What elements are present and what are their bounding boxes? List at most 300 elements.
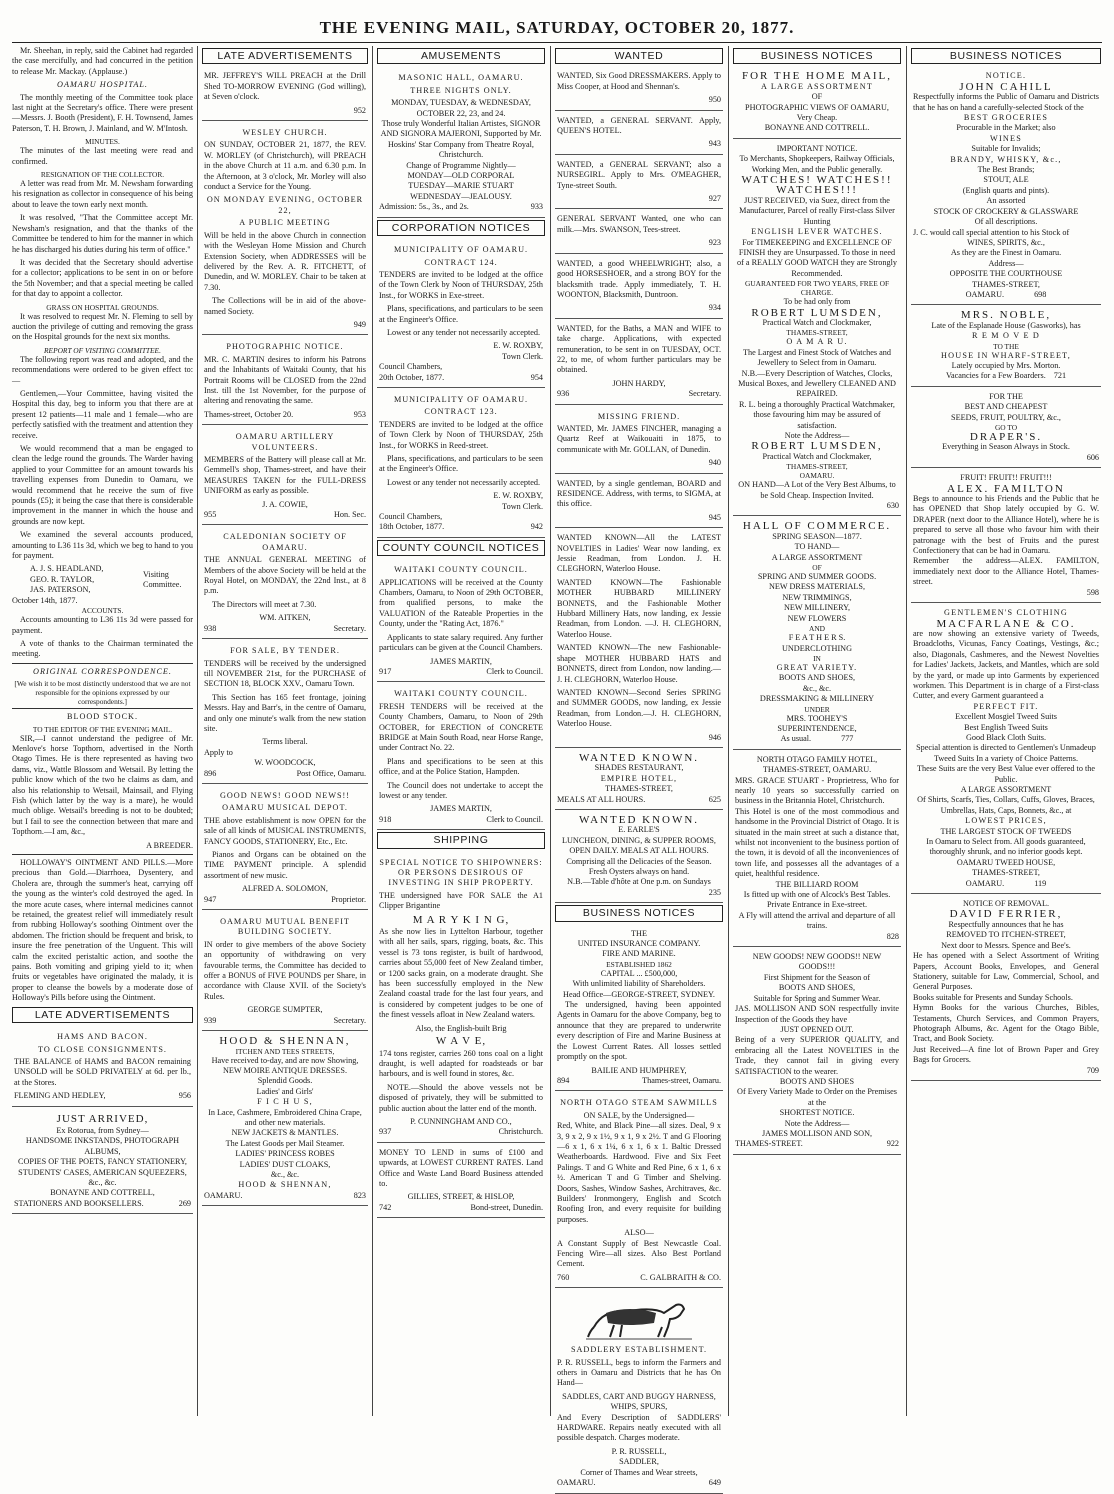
- sawmills-line: ON SALE, by the Undersigned—: [583, 1110, 695, 1120]
- hotel-text: This Hotel is one of the most commodious and handsome in the Provincial District of Otago. It is situated in the main street at such a distance that, whilst not inconvenient to the business portion of the town, it is devoid of all the inconveniences of town life, and possesses all the advantages of a quiet, healthful residence.: [735, 806, 899, 879]
- macfarlane-text: are now showing an extensive variety of Tweeds, Broadcloths, Vicunas, Fancy Coatings, Vestings, &c.; also, Diagonals, Cashmeres, and the Newest Novelties for Ladies' Jackets, Jackets, and Mantles, which are sold by the yard, or made up into Garments by experienced workmen. This Department is in charge of a First-class Cutter, and every Garment guaranteed a: [913, 628, 1099, 701]
- caledonian-role: Secretary.: [333, 623, 366, 633]
- macfarlane-line: Special attention is directed to Gentlemen's Unmadeup Tweed Suits In a variety of Choice Patterns.: [916, 743, 1096, 763]
- money-to-lend-ad: [377, 1145, 545, 1218]
- municipality-title: MUNICIPALITY OF OAMARU.: [393, 245, 529, 255]
- earle-line: LUNCHEON, DINING, & SUPPER ROOMS,: [562, 835, 716, 845]
- ad-number: 945: [708, 512, 721, 522]
- sawmills-signature: C. GALBRAITH & CO.: [640, 1272, 721, 1282]
- insurance-line: FIRE AND MARINE.: [602, 949, 676, 959]
- hall-line: BOOTS AND SHOES,: [778, 673, 856, 683]
- hood-place: OAMARU.: [204, 1190, 243, 1200]
- column-6: [911, 46, 1101, 1416]
- new-goods-line: Suitable for Spring and Summer Wear.: [753, 993, 881, 1003]
- familton-ad: [911, 470, 1101, 603]
- new-goods-text: JAS. MOLLISON AND SON respectfully invite Inspection of the Goods they have: [735, 1004, 899, 1024]
- just-arrived-ad: [12, 1109, 193, 1215]
- hood-line: The Latest Goods per Mail Steamer.: [225, 1138, 345, 1148]
- ad-number: 709: [1086, 1065, 1099, 1075]
- ferrier-line: Next door to Messrs. Spence and Bee's.: [941, 940, 1071, 950]
- cahill-line: Procurable in the Market; also: [956, 123, 1056, 133]
- ad-number: 936: [557, 389, 570, 399]
- shades-line: THAMES-STREET,: [605, 784, 673, 794]
- masonic-line: TUESDAY—MARIE STUART: [408, 181, 514, 191]
- wanted-text: WANTED KNOWN—The new Fashionable-shape MOTHER HUBBARD HATS and BONNETS, direct from London, now landing.—J. H. CLEGHORN, Waterloo House.: [557, 643, 721, 684]
- late-advertisements-header: LATE ADVERTISEMENTS: [202, 48, 368, 64]
- mutual-ad: [202, 912, 368, 1031]
- ship-name: W A V E,: [435, 1035, 487, 1048]
- wanted-ad: [555, 157, 723, 210]
- shipping-text: 174 tons register, carries 260 tons coal on a light draught, is well adapted for roadsteads or bar harbours, and is well found in stores, &c.: [379, 1048, 543, 1079]
- hall-line: IN: [813, 653, 821, 663]
- contract-place: Council Chambers,: [379, 512, 443, 522]
- ad-number: 721: [1053, 371, 1067, 381]
- hall-line: NEW MILLINERY,: [783, 603, 851, 613]
- cahill-line: BRANDY, WHISKY, &c.,: [950, 154, 1062, 164]
- new-goods-text: Being of a very SUPERIOR QUALITY, and embracing all the Latest NOVELTIES in the Trade, they cannot fail in giving every SATISFACTION to the wearer.: [735, 1035, 899, 1076]
- ad-number: 742: [379, 1202, 392, 1212]
- contract-text: Plans, specifications, and particulars to be seen at the Engineer's Office.: [379, 454, 543, 474]
- insurance-ad: [555, 926, 723, 1092]
- ad-number: 946: [708, 732, 721, 742]
- signatory: A. J. S. HEADLAND,: [30, 564, 104, 574]
- ferrier-text: Books suitable for Presents and Sunday Schools.: [913, 992, 1073, 1002]
- mutual-text: IN order to give members of the above Society an opportunity of withdrawing on very favourable terms, the Committee has decided to offer a BONUS of FIVE POUNDS per Share, in accordance with Clause XVII. of the Society's Rules.: [204, 939, 366, 1001]
- council-text: Applicants to state salary required. Any further particulars can be given at the Council Chambers.: [379, 632, 543, 653]
- familton-title: ALEX. FAMILTON: [947, 482, 1065, 495]
- masonic-line: Those truly Wonderful Italian Artistes, SIGNOR AND SIGNORA MAJERONI, Supported by Mr. Hoskins' Star Company from Theatre Royal, Christchurch.: [380, 119, 542, 160]
- contract-signature: E. W. ROXBY,: [493, 341, 543, 351]
- mutual-signature: GEORGE SUMPTER,: [247, 1005, 323, 1015]
- tender-ad: [202, 641, 368, 784]
- masonic-admission: Admission: 5s., 3s., and 2s.: [379, 202, 469, 212]
- signature-date: October 14th, 1877.: [12, 595, 78, 605]
- contract-text: Plans, specifications, and particulars to be seen at the Engineer's Office.: [379, 304, 543, 324]
- home-mail-line: PHOTOGRAPHIC VIEWS OF OAMARU,: [745, 102, 889, 112]
- insurance-line: With unlimited liability of Shareholders.: [572, 979, 706, 989]
- signatory: JAS. PATERSON,: [30, 585, 91, 595]
- cahill-line: Of all descriptions.: [974, 217, 1038, 227]
- lumsden-title: ROBERT LUMSDEN,: [751, 306, 883, 319]
- insurance-place: Thames-street, Oamaru.: [642, 1075, 721, 1085]
- wanted-signature: JOHN HARDY,: [612, 378, 666, 388]
- ad-number: 937: [379, 1127, 392, 1137]
- lumsden-title: ROBERT LUMSDEN,: [751, 440, 883, 453]
- shipping-signature: P. CUNNINGHAM AND CO.,: [410, 1116, 512, 1126]
- photographic-ad: [202, 337, 368, 425]
- noble-line: R E M O V E D: [971, 331, 1041, 341]
- ad-number: 896: [204, 768, 217, 778]
- hams-signature: FLEMING AND HEDLEY,: [14, 1091, 106, 1101]
- shipping-text: NOTE.—Should the above vessels not be disposed of privately, they will be submitted to public auction about the latter end of the month.: [379, 1082, 543, 1113]
- ad-number: 625: [708, 794, 721, 804]
- column-divider: [906, 46, 907, 1416]
- insurance-line: THE: [631, 928, 647, 938]
- new-goods-line: JUST OPENED OUT.: [780, 1024, 854, 1034]
- caledonian-text: THE ANNUAL GENERAL MEETING of Members of the above Society will be held at the Royal Hotel, on MONDAY, the 22nd Inst., at 8 p.m.: [204, 555, 366, 596]
- saddlery-role: SADDLER,: [619, 1457, 659, 1467]
- earle-line: N.B.—Table d'hôte at One p.m. on Sundays: [567, 877, 711, 887]
- caledonian-title: CALEDONIAN SOCIETY OF OAMARU.: [223, 532, 347, 552]
- tender-terms: Terms liberal.: [262, 737, 308, 747]
- hood-title: HOOD & SHENNAN,: [219, 1035, 351, 1048]
- caledonian-text: The Directors will meet at 7.30.: [212, 599, 317, 609]
- money-text: MONEY TO LEND in sums of £100 and upwards, at LOWEST CURRENT RATES. Land Office and Waste Land Board Business attended to.: [379, 1147, 543, 1188]
- cahill-line: WINES: [990, 133, 1022, 143]
- column-divider: [728, 46, 729, 1416]
- sawmills-text: Red, White, and Black Pine—all sizes. Deal, 9 x 3, 9 x 2, 9 x 1½, 9 x 1, 9 x 2½. T and G Flooring—6 x 1, 6 x 1¼, 6 x 1, 6 x 1. Baltic Dressed Weatherboards. Hardwood. Five and Six Feet Palings. T and G White and Red Pine, 6 x 1, 6 x ½. American T and G Timber and Shelving. Doors, Sashes, Window Sashes, Architraves, &c. Builders' Ironmongery, English and Scotch Roofing Iron, and every requisite for building purposes.: [557, 1121, 721, 1224]
- cahill-title: JOHN CAHILL: [959, 80, 1053, 93]
- artillery-role: Hon. Sec.: [333, 510, 366, 520]
- hood-line: NEW JACKETS & MANTLES.: [231, 1128, 339, 1138]
- ad-number: 894: [557, 1075, 570, 1085]
- wesley-text: ON SUNDAY, OCTOBER 21, 1877, the REV. W. MORLEY (of Christchurch), will PREACH in the above Church at 11 a.m. and 6.30 p.m. In the Afternoon, at 3 o'clock, Mr. Morley will also conduct a Service for the Young.: [204, 140, 366, 192]
- contract-text: TENDERS are invited to be lodged at the office of Town Clerk by Noon of THURSDAY, 25th Inst., for WORKS in Reed-street.: [379, 419, 543, 450]
- masonic-line: WEDNESDAY—JEALOUSY.: [410, 191, 512, 201]
- wanted-text: WANTED KNOWN—The Fashionable MOTHER HUBBARD MILLINERY BONNETS, and the Fashionable Mother Hubbard Millinery Hats, now landing, ex Jessie Readman, from London. —J. H. CLEGHORN, Waterloo House.: [557, 577, 721, 639]
- cahill-line: OPPOSITE THE COURTHOUSE: [949, 269, 1063, 279]
- thanks-paragraph: A vote of thanks to the Chairman terminated the meeting.: [12, 638, 193, 659]
- resignation-paragraph: A letter was read from Mr. M. Newsham forwarding his resignation as collector in consequence of his being about to leave the town early next month.: [12, 179, 193, 209]
- wanted-text: WANTED, a good WHEELWRIGHT; also, a good HORSESHOER, and a strong BOY for the blacksmith trade. Apply immediately, T. H. WOONTON, Blacksmith, Duntroon.: [557, 258, 721, 299]
- ship-name: M A R Y K I N G,: [412, 913, 510, 926]
- council-role: Clerk to Council.: [486, 814, 543, 824]
- masthead: THE EVENING MAIL, SATURDAY, OCTOBER 20, 1877.: [319, 18, 795, 37]
- hall-line: NEW TRIMMINGS,: [782, 592, 852, 602]
- sawmills-ad: [555, 1093, 723, 1288]
- cahill-text: J. C. would call special attention to his Stock of: [913, 227, 1070, 237]
- ad-number: 943: [708, 139, 721, 149]
- wanted-ad: [555, 211, 723, 253]
- lumsden-line: OAMARU.: [799, 471, 835, 481]
- ad-number: 938: [204, 623, 217, 633]
- hall-line: UNDER: [804, 704, 830, 714]
- hotel-line: THAMES-STREET, OAMARU.: [762, 765, 872, 775]
- masonic-hall-ad: [377, 68, 545, 217]
- wanted-text: WANTED KNOWN—All the LATEST NOVELTIES in Ladies' Wear now landing, ex Jessie Readman, from London. J. H. CLEGHORN, Waterloo House.: [557, 533, 721, 574]
- noble-line: Lately occupied by Mrs. Morton.: [951, 360, 1061, 370]
- artillery-title: OAMARU ARTILLERY VOLUNTEERS.: [235, 432, 335, 452]
- removal-title: NOTICE OF REMOVAL.: [962, 899, 1050, 909]
- cahill-line: Suitable for Invalids;: [971, 144, 1041, 154]
- insurance-line: ESTABLISHED 1862: [606, 959, 672, 969]
- artillery-signature: J. A. COWIE,: [262, 499, 308, 509]
- waitaki-valuation-ad: [377, 560, 545, 682]
- new-goods-note: Note the Address—: [784, 1118, 850, 1128]
- cahill-line: The Best Brands;: [977, 165, 1035, 175]
- ad-number: 598: [1086, 587, 1099, 597]
- contract-text: Lowest or any tender not necessarily accepted.: [387, 327, 540, 337]
- council-title: WAITAKI COUNTY COUNCIL.: [394, 689, 528, 699]
- watches-text: JUST RECEIVED, via Suez, direct from the Manufacturer, Parcel of really First-class Silver Hunting: [739, 195, 895, 226]
- ad-number: 119: [1034, 878, 1047, 888]
- ad-number: 950: [708, 95, 721, 105]
- lead-paragraph: Mr. Sheehan, in reply, said the Cabinet had regarded the case mercifully, and had concurred in the petition to release Mr. Mackay. (Applause.): [12, 46, 193, 76]
- report-paragraph: We would recommend that a man be engaged to clean the ledge round the grounds. The Warder having applied to your Committee for an amount towards his travelling expenses from Dunedin to Oamaru, we would recommend that he receive the sum of five pounds (£5); it being the case that there is considerable improvement in the manner in which the house and grounds are now kept.: [12, 444, 193, 526]
- sawmills-line: ALSO—: [624, 1228, 654, 1238]
- notice-title: NOTICE.: [985, 71, 1027, 81]
- ferrier-title: DAVID FERRIER,: [949, 908, 1063, 921]
- hotel-text: MRS. GRACE STUART - Proprietress, Who for nearly 10 years so successfully carried on business in the Britannia Hotel, Christchurch.: [735, 775, 899, 806]
- wanted-text: WANTED, Mr. JAMES FINCHER, managing a Quartz Reef at Waikouaiti in 1875, to communicate with Mr. GOLLAN, of Dunedin.: [557, 423, 721, 454]
- jeffrey-ad: [202, 68, 368, 121]
- hood-line: In Lace, Cashmere, Embroidered China Crape, and other new materials.: [208, 1107, 362, 1127]
- signatory-role: Visiting Committee.: [143, 569, 182, 590]
- home-mail-line: Very Cheap.: [796, 113, 838, 123]
- resignation-paragraph: It was decided that the Secretary should advertise for a collector; applications to be sent in on or before the 5th November; and that a special meeting be called for that day to appoint a collector.: [12, 257, 193, 299]
- photographic-text: MR. C. MARTIN desires to inform his Patrons and the Inhabitants of Waitaki County, that his Portrait Rooms will be CLOSED from the 22nd Inst. till the 1st November, for the purpose of altering and renovating the same.: [204, 354, 366, 406]
- ferrier-text: He has opened with a Select Assortment of Writing Papers, Account Books, Envelopes, and General Stationery, suitable for Law, Commercial, School, and General Purposes.: [913, 951, 1099, 992]
- money-signature: GILLIES, STREET, & HISLOP,: [407, 1192, 515, 1202]
- cahill-line: STOCK OF CROCKERY & GLASSWARE: [933, 206, 1079, 216]
- monday-text: Will be held in the above Church in connection with the Wesleyan Home Mission and Church Extension Society, when ADDRESSES will be delivered by the Rev. A. R. FITCHETT, of Dunedin, and W. MORLEY. Chair to be taken at 7.30.: [204, 230, 366, 292]
- watches-text: GUARANTEED FOR TWO YEARS, FREE OF CHARGE.: [744, 279, 890, 298]
- hood-line: Ladies' and Girls': [256, 1086, 314, 1096]
- contract-123-ad: [377, 390, 545, 538]
- ad-number: 949: [353, 319, 366, 329]
- ad-number: 952: [353, 105, 366, 115]
- wanted-text: WANTED, Six Good DRESSMAKERS. Apply to Miss Cooper, at Hood and Shennan's.: [557, 71, 721, 91]
- monday-title: ON MONDAY EVENING, OCTOBER 22,: [206, 195, 364, 215]
- wanted-text: GENERAL SERVANT Wanted, one who can milk.—Mrs. SWANSON, Tees-street.: [557, 214, 721, 234]
- new-goods-line: Of Every Variety Made to Order on the Premises at the: [737, 1087, 897, 1107]
- blood-stock-title: BLOOD STOCK.: [67, 712, 138, 722]
- jeffrey-text: MR. JEFFREY'S WILL PREACH at the Drill Shed TO-MORROW EVENING (God willing), at Seven o'clock.: [204, 71, 366, 102]
- draper-line: SEEDS, FRUIT, POULTRY, &c.,: [951, 412, 1061, 422]
- draper-line: BEST AND CHEAPEST: [964, 402, 1048, 412]
- column-4: [555, 46, 723, 1488]
- hospital-title: OAMARU HOSPITAL.: [57, 80, 148, 90]
- wanted-header: WANTED: [555, 48, 723, 64]
- hall-line: NEW DRESS MATERIALS,: [768, 582, 866, 592]
- photographic-place: Thames-street, October 20.: [204, 409, 294, 419]
- ad-number: 934: [708, 303, 721, 313]
- important-title: IMPORTANT NOTICE.: [776, 143, 858, 153]
- macfarlane-line: A LARGE ASSORTMENT: [960, 785, 1052, 794]
- hotel-line: Is fitted up with one of Alcock's Best Tables.: [743, 890, 891, 900]
- hood-line: LADIES' DUST CLOAKS,: [239, 1159, 331, 1169]
- contract-title: CONTRACT 124.: [424, 257, 498, 267]
- ad-number: 947: [204, 894, 217, 904]
- noble-ad: [911, 307, 1101, 386]
- new-goods-line: First Shipment for the Season of: [763, 972, 871, 982]
- ad-number: 269: [178, 1198, 191, 1208]
- hall-line: DRESSMAKING & MILLINERY: [759, 694, 875, 704]
- ferrier-text: Respectfully announces that he has: [948, 919, 1064, 929]
- new-goods-place: THAMES-STREET.: [735, 1139, 803, 1149]
- shipping-title: SPECIAL NOTICE TO SHIPOWNERS: OR PERSONS DESIROUS OF INVESTING IN SHIP PROPERTY.: [379, 857, 543, 888]
- noble-line: Vacancies for a Few Boarders.: [945, 371, 1046, 381]
- wanted-text: WANTED, by a single gentleman, BOARD and RESIDENCE. Address, with terms, to SIGMA, at this office.: [557, 478, 721, 509]
- hotel-line: A Fly will attend the arrival and departure of all trains.: [738, 910, 896, 931]
- family-hotel-ad: [733, 752, 901, 947]
- noble-line: TO THE: [993, 341, 1019, 351]
- shipping-ad: [377, 853, 545, 1143]
- new-goods-line: BOOTS AND SHOES,: [778, 983, 856, 993]
- hood-signature: HOOD & SHENNAN,: [238, 1180, 332, 1190]
- blood-stock-signature: A BREEDER.: [146, 840, 193, 850]
- artillery-ad: [202, 427, 368, 525]
- new-goods-ad: [733, 949, 901, 1155]
- grass-paragraph: It was resolved to request Mr. N. Fleming to sell by auction the privilege of cutting and removing the grass on the Hospital grounds for the next six months.: [12, 311, 193, 342]
- council-role: Clerk to Council.: [486, 666, 543, 676]
- hotel-line: THE BILLIARD ROOM: [775, 879, 859, 889]
- contract-title: CONTRACT 123.: [424, 407, 498, 417]
- minutes-paragraph: The minutes of the last meeting were read and confirmed.: [12, 146, 193, 166]
- hood-line: Have received to-day, and are now Showing,: [211, 1055, 359, 1065]
- saddlery-place: Corner of Thames and Wear streets,: [580, 1467, 698, 1477]
- macfarlane-line: THE LARGEST STOCK OF TWEEDS: [940, 826, 1072, 836]
- signatory: GEO. R. TAYLOR,: [30, 574, 95, 584]
- familton-text: Remember the address—ALEX. FAMILTON, immediately next door to the Alliance Hotel, Thames-street.: [913, 556, 1099, 587]
- insurance-line: CAPITAL ... £500,000,: [600, 968, 678, 978]
- ad-number: 933: [530, 202, 543, 212]
- accounts-heading: ACCOUNTS.: [81, 606, 124, 616]
- cahill-line: STOUT, ALE: [983, 175, 1029, 185]
- hotel-title: NORTH OTAGO FAMILY HOTEL,: [756, 754, 878, 764]
- column-1: [12, 46, 193, 1416]
- earle-line: OPEN DAILY. MEALS AT ALL HOURS.: [569, 846, 709, 856]
- new-goods-signature: JAMES MOLLISON AND SON,: [761, 1128, 873, 1138]
- just-arrived-line: COPIES OF THE POETS, FANCY STATIONERY, STUDENTS' CASES, AMERICAN SQUEEZERS, &c., &c.: [18, 1157, 187, 1187]
- macfarlane-line: Of Shirts, Scarfs, Ties, Collars, Cuffs, Gloves, Braces, Umbrellas, Hats, Caps, Bonnets, &c., at: [917, 795, 1095, 815]
- cahill-text: Respectfully informs the Public of Oamaru and Districts that he has on hand a carefully-selected Stock of the: [913, 92, 1099, 112]
- cahill-ad: [911, 68, 1101, 305]
- cahill-line: OAMARU.: [965, 289, 1005, 299]
- contract-role: Town Clerk.: [502, 351, 543, 361]
- lumsden-line: Practical Watch and Clockmaker,: [762, 317, 872, 327]
- hood-address: ITCHEN AND TEES STREETS,: [235, 1046, 335, 1056]
- lumsden-line: O A M A R U.: [786, 337, 848, 347]
- insurance-title: UNITED INSURANCE COMPANY.: [577, 939, 701, 949]
- hospital-paragraph: The monthly meeting of the Committee took place last night at the Secretary's office. There were present—Messrs. J. Booth (President), F. H. Townsend, James Paterson, T. H. Brown, J. Mainland, and W. M'Intosh.: [12, 92, 193, 133]
- good-news-title: GOOD NEWS! GOOD NEWS!!: [219, 790, 350, 800]
- watches-line: ENGLISH LEVER WATCHES.: [751, 227, 883, 237]
- shades-line: EMPIRE HOTEL,: [600, 773, 678, 783]
- music-signature: ALFRED A. SOLOMON,: [242, 884, 328, 894]
- wanted-ad: [555, 321, 723, 405]
- important-text: To Merchants, Shopkeepers, Railway Officials, Working Men, and the Public generally.: [739, 154, 895, 174]
- home-mail-signature: BONAYNE AND COTTRELL.: [764, 123, 870, 133]
- monday-text: The Collections will be in aid of the above-named Society.: [204, 296, 366, 316]
- lumsden-text: N.B.—Every Description of Watches, Clocks, Musical Boxes, and Jewellery CLEANED AND REPAIRED.: [738, 368, 896, 399]
- draper-line: Everything in Season Always in Stock.: [942, 442, 1070, 452]
- masthead-rule: [12, 42, 1102, 43]
- contract-place: Council Chambers,: [379, 362, 443, 372]
- hood-shennan-ad: [202, 1033, 368, 1206]
- column-divider: [550, 46, 551, 1416]
- correspondence-title: ORIGINAL CORRESPONDENCE.: [33, 666, 172, 676]
- just-arrived-title: JUST ARRIVED,: [56, 1112, 149, 1125]
- hams-text: THE BALANCE of HAMS and BACON remaining UNSOLD will be SOLD PRIVATELY at 6d. per lb., at the Stores.: [14, 1056, 191, 1087]
- blood-stock-to: TO THE EDITOR OF THE EVENING MAIL.: [32, 724, 173, 734]
- cahill-line: An assorted: [986, 196, 1026, 206]
- music-text: THE above establishment is now OPEN for the sale of all kinds of MUSICAL INSTRUMENTS, FANCY GOODS, STATIONERY, Etc., Etc.: [204, 815, 366, 846]
- macfarlane-line: PERFECT FIT.: [973, 701, 1039, 711]
- masonic-line: Change of Programme Nightly—: [406, 160, 516, 170]
- macfarlane-line: LOWEST PRICES,: [965, 816, 1047, 826]
- ad-number: 956: [178, 1091, 191, 1101]
- home-mail-ad: [733, 68, 901, 138]
- council-title: WAITAKI COUNTY COUNCIL.: [394, 565, 528, 575]
- macfarlane-line: Best English Tweed Suits: [964, 722, 1048, 732]
- council-text: FRESH TENDERS will be received at the County Chambers, Oamaru, to Noon of 29th OCTOBER, for ERECTION of CONCRETE BRIDGE at Main South Road, near Horse Range, under Contract No. 22.: [379, 701, 543, 753]
- minutes-heading: MINUTES.: [85, 137, 120, 147]
- report-paragraph: We examined the several accounts produced, amounting to L36 11s 3d, which we beg to hand to you for payment.: [12, 530, 193, 561]
- ad-number: 940: [708, 458, 721, 468]
- wanted-ad: [555, 113, 723, 155]
- lumsden-text: The Largest and Finest Stock of Watches and Jewellery to Select from in Oamaru.: [743, 347, 891, 368]
- tender-signature: W. WOODCOCK,: [254, 758, 316, 768]
- hall-line: F E A T H E R S.: [788, 633, 846, 643]
- music-title: OAMARU MUSICAL DEPOT.: [222, 803, 348, 813]
- sawmills-text: A Constant Supply of Best Newcastle Coal. Fencing Wire—all sizes. Also Best Portland Cement.: [557, 1238, 721, 1269]
- ferrier-line: REMOVED TO ITCHEN-STREET,: [946, 930, 1066, 940]
- familton-text: Begs to announce to his Friends and the Public that he has OPENED that Shop lately occupied by G. W. DRAPER (next door to the Alliance Hotel), where he is prepared to serve all those who favour him with their patronage with the best of Fruits and the purest Confectionery that can be had in Oamaru.: [913, 494, 1099, 556]
- hall-line: A LARGE ASSORTMENT: [771, 552, 863, 562]
- wesley-title: WESLEY CHURCH.: [242, 128, 328, 138]
- shades-ad: [555, 750, 723, 810]
- horse-illustration: [584, 1297, 694, 1341]
- hams-subtitle: TO CLOSE CONSIGNMENTS.: [38, 1044, 167, 1054]
- wesley-ad: [202, 123, 368, 335]
- tender-text: This Section has 165 feet frontage, joining Messrs. Hay and Barr's, in the centre of Oamaru, and only one minute's walk from the new station site.: [204, 692, 366, 733]
- missing-title: MISSING FRIEND.: [597, 411, 681, 421]
- hall-line: OF: [812, 563, 822, 573]
- just-arrived-signature: BONAYNE AND COTTRELL,: [50, 1188, 155, 1198]
- resignation-heading: RESIGNATION OF THE COLLECTOR.: [40, 170, 165, 180]
- hams-title: HAMS AND BACON.: [57, 1032, 148, 1042]
- macfarlane-ad: [911, 605, 1101, 894]
- clothing-title: GENTLEMEN'S CLOTHING: [944, 608, 1068, 618]
- amusements-header: AMUSEMENTS: [377, 48, 545, 64]
- cahill-line: THAMES-STREET,: [972, 279, 1040, 289]
- hall-line: SUPERINTENDENCE,: [777, 723, 857, 733]
- insurance-signature: BAILIE AND HUMPHREY,: [591, 1065, 687, 1075]
- late-advertisements-header: LATE ADVERTISEMENTS: [12, 1007, 193, 1023]
- masonic-line: MONDAY, TUESDAY, & WEDNESDAY, OCTOBER 22, 23, and 24.: [391, 98, 531, 118]
- sawmills-title: NORTH OTAGO STEAM SAWMILLS: [560, 1098, 718, 1108]
- column-divider: [197, 46, 198, 1416]
- ad-number: 918: [379, 814, 392, 824]
- ad-number: 917: [379, 666, 392, 676]
- macfarlane-line: Excellent Mosgiel Tweed Suits: [955, 712, 1057, 722]
- new-goods-line: BOOTS AND SHOES: [779, 1076, 855, 1086]
- blood-stock-letter: SIR,—I cannot understand the pedigree of Mr. Menlove's horse Topthorn, advertised in the North Otago Times. He is there represented as having two dams, viz., Wattle Blossom and Wetsail. By letting the public know which of the two he claims as dam, and also his relationship to Wetsail, Mainsail, and Flying Fish (which latter by the way is a mare), he would much oblige. Wetsail's breeding is not to be doubted; but I fail to see the connection between that mare and Topthorn.—I am, &c.,: [12, 733, 193, 837]
- business-notices-header: BUSINESS NOTICES: [733, 48, 901, 64]
- ferrier-text: Just Received—A fine lot of Brown Paper and Grey Bags for Grocers.: [913, 1044, 1099, 1065]
- hall-line: As usual.: [780, 734, 812, 744]
- contract-text: TENDERS are invited to be lodged at the office of the Town Clerk by Noon of THURSDAY, 25th Inst., for WORKS in Exe-street.: [379, 269, 543, 300]
- artillery-text: MEMBERS of the Battery will please call at Mr. Gemmell's shop, Thames-street, and have their MEASURES TAKEN for the FULL-DRESS UNIFORM as early as possible.: [204, 455, 366, 496]
- earle-line: E. EARLE'S: [618, 825, 660, 835]
- contract-text: Lowest or any tender not necessarily accepted.: [387, 477, 540, 487]
- macfarlane-line: OAMARU.: [965, 878, 1005, 888]
- missing-friend-ad: [555, 407, 723, 474]
- accounts-paragraph: Accounts amounting to L36 11s 3d were passed for payment.: [12, 615, 193, 635]
- earle-ad: [555, 812, 723, 903]
- hall-line: SPRING AND SUMMER GOODS.: [757, 572, 877, 582]
- contract-124-ad: [377, 240, 545, 388]
- shipping-place: Christchurch.: [498, 1127, 543, 1137]
- lumsden-line: Practical Watch and Clockmaker,: [762, 451, 872, 461]
- hall-line: &c., &c.: [802, 683, 832, 693]
- new-goods-line: SHORTEST NOTICE.: [779, 1108, 855, 1118]
- macfarlane-line: These Suits are the very Best Value ever offered to the Public.: [917, 764, 1095, 784]
- hall-line: TO HAND—: [794, 542, 840, 552]
- hood-line: Splendid Goods.: [257, 1076, 313, 1086]
- fruit-title: FRUIT! FRUIT!! FRUIT!!!: [960, 473, 1052, 483]
